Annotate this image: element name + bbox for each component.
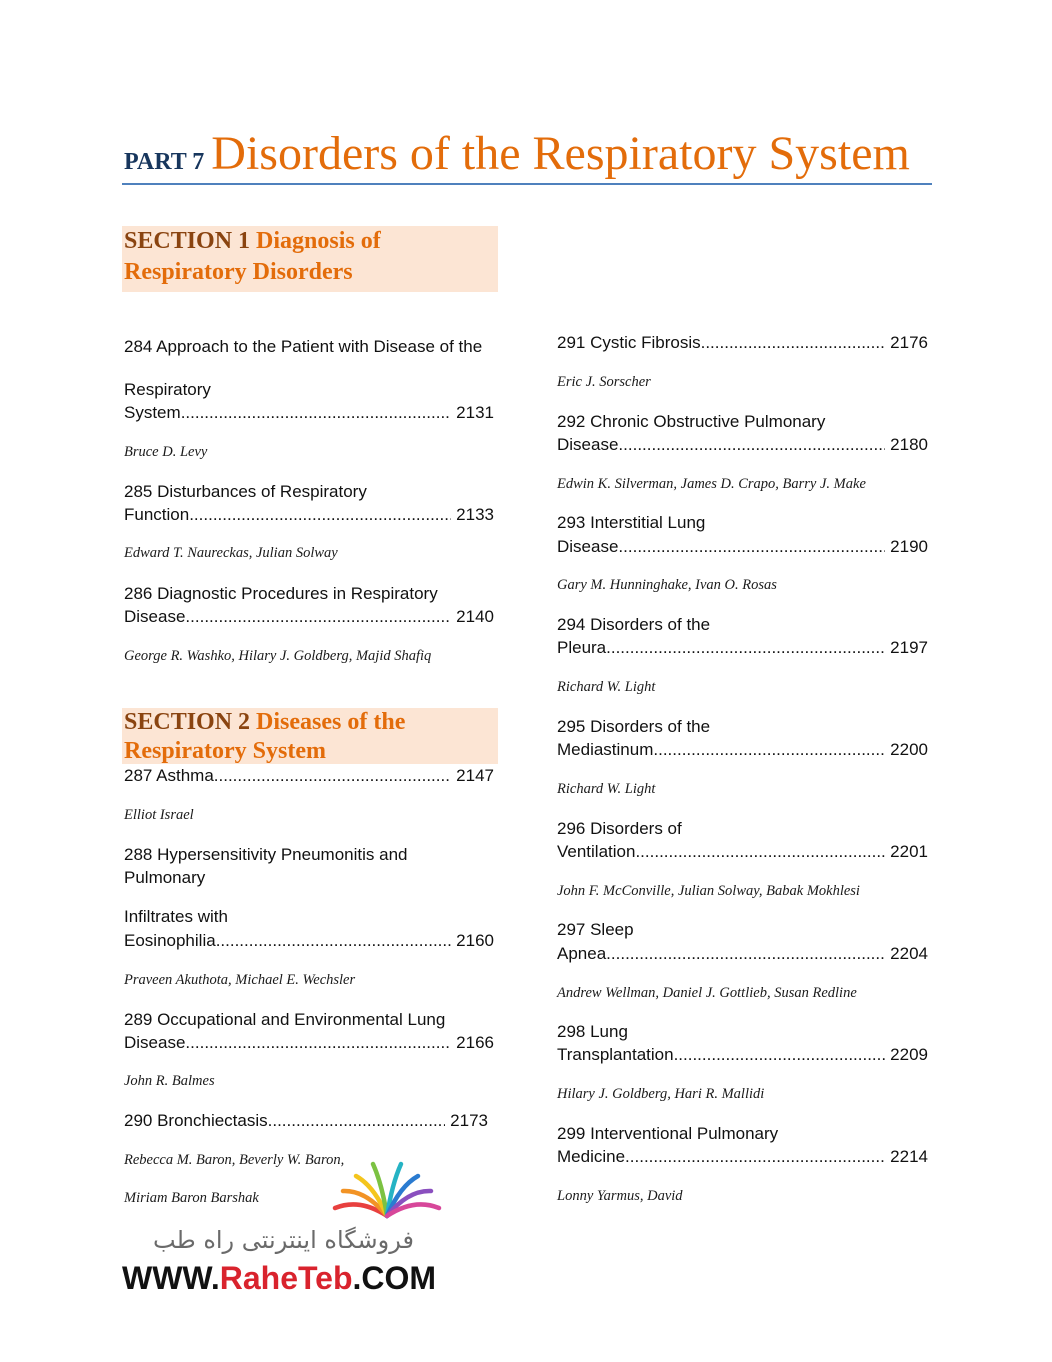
page-number: 2190 <box>890 537 928 556</box>
chapter-leader-row <box>557 942 928 966</box>
watermark-persian-text: فروشگاه اینترنتی راه طب <box>153 1226 414 1254</box>
chapter-leader-row <box>124 1031 494 1055</box>
chapter-authors: Eric J. Sorscher <box>557 374 651 390</box>
dot-leader <box>216 929 451 953</box>
chapter-title-line: Mediastinum <box>557 740 654 759</box>
page-number: 2209 <box>890 1045 928 1064</box>
section-label: SECTION 2 <box>124 709 251 735</box>
chapter-leader-row <box>124 401 494 425</box>
chapter-leader-row <box>557 1043 928 1067</box>
chapter-authors: Elliot Israel <box>124 807 194 823</box>
dot-leader <box>268 1109 446 1133</box>
chapter-title-line: 299 Interventional Pulmonary <box>557 1124 779 1143</box>
chapter-leader-row <box>124 929 494 953</box>
chapter-title-line: Function <box>124 505 190 524</box>
chapter-title-line: Apnea <box>557 944 607 963</box>
section-title: Diagnosis of Respiratory Disorders <box>124 228 381 285</box>
chapter-leader-row <box>557 636 928 660</box>
dot-leader <box>653 738 885 762</box>
chapter-leader-row <box>557 535 928 559</box>
chapter-title-line: Eosinophilia <box>124 931 216 950</box>
chapter-title-line: 291 Cystic Fibrosis <box>557 333 701 352</box>
page-number: 2160 <box>456 931 494 950</box>
chapter-leader-row <box>124 1109 488 1133</box>
page-number: 2133 <box>456 505 494 524</box>
chapter-authors: Andrew Wellman, Daniel J. Gottlieb, Susan Redline <box>557 985 857 1001</box>
chapter-leader-row <box>557 433 928 457</box>
chapter-title-line: 284 Approach to the Patient with Disease of the <box>124 337 483 356</box>
dot-leader <box>701 331 886 355</box>
dot-leader <box>618 433 885 457</box>
dot-leader <box>618 535 885 559</box>
chapter-authors: Edward T. Naureckas, Julian Solway <box>124 545 338 561</box>
chapter-leader-row <box>124 764 494 788</box>
chapter-title-line: System <box>124 403 181 422</box>
page-number: 2180 <box>890 435 928 454</box>
page-number: 2176 <box>890 333 928 352</box>
chapter-leader-row <box>557 840 928 864</box>
chapter-title-line: 289 Occupational and Environmental Lung <box>124 1010 446 1029</box>
chapter-authors: Edwin K. Silverman, James D. Crapo, Barry J. Make <box>557 476 866 492</box>
chapter-title-line: 297 Sleep <box>557 920 634 939</box>
chapter-title-line: Disease <box>124 607 186 626</box>
page-number: 2166 <box>456 1033 494 1052</box>
chapter-authors: John R. Balmes <box>124 1073 215 1089</box>
chapter-title-line: Medicine <box>557 1147 626 1166</box>
page-number: 2131 <box>456 403 494 422</box>
dot-leader <box>635 840 885 864</box>
chapter-authors: Hilary J. Goldberg, Hari R. Mallidi <box>557 1086 765 1102</box>
chapter-authors: Gary M. Hunninghake, Ivan O. Rosas <box>557 577 777 593</box>
dot-leader <box>181 401 451 425</box>
page-number: 2140 <box>456 607 494 626</box>
chapter-authors: Bruce D. Levy <box>124 444 208 460</box>
dot-leader <box>674 1043 886 1067</box>
chapter-leader-row <box>557 738 928 762</box>
chapter-title-line: 292 Chronic Obstructive Pulmonary <box>557 412 826 431</box>
chapter-title-line: Disease <box>124 1033 186 1052</box>
chapter-title-line: 288 Hypersensitivity Pneumonitis and <box>124 845 408 864</box>
section-title: Diseases of the Respiratory System <box>124 709 406 764</box>
chapter-title-line: Disease <box>557 537 619 556</box>
chapter-title-line: 294 Disorders of the <box>557 615 711 634</box>
chapter-leader-row <box>557 331 928 355</box>
chapter-leader-row <box>124 503 494 527</box>
chapter-authors: Lonny Yarmus, David <box>557 1188 683 1204</box>
chapter-leader-row <box>557 1145 928 1169</box>
page-number: 2214 <box>890 1147 928 1166</box>
open-book-rainbow-logo-icon <box>330 1158 445 1222</box>
chapter-authors: Rebecca M. Baron, Beverly W. Baron, <box>124 1152 345 1168</box>
dot-leader <box>606 636 885 660</box>
chapter-title-line: Respiratory <box>124 380 211 399</box>
part-title: Disorders of the Respiratory System <box>211 127 910 180</box>
chapter-title-line: Ventilation <box>557 842 636 861</box>
dot-leader <box>185 605 451 629</box>
watermark-url-suffix: .COM <box>352 1260 437 1296</box>
dot-leader <box>185 1031 451 1055</box>
dot-leader <box>606 942 885 966</box>
watermark-url-name: RaheTeb <box>219 1260 353 1296</box>
chapter-authors: Richard W. Light <box>557 781 656 797</box>
chapter-title-line: Pulmonary <box>124 868 206 887</box>
chapter-title-line: 296 Disorders of <box>557 819 682 838</box>
page-number: 2204 <box>890 944 928 963</box>
chapter-authors: Miriam Baron Barshak <box>124 1190 259 1206</box>
chapter-leader-row <box>124 605 494 629</box>
chapter-title-line: Transplantation <box>557 1045 674 1064</box>
chapter-authors: George R. Washko, Hilary J. Goldberg, Majid Shafiq <box>124 648 432 664</box>
chapter-title-line: Pleura <box>557 638 607 657</box>
watermark-url <box>122 1260 436 1296</box>
chapter-title-line: 287 Asthma <box>124 766 214 785</box>
watermark-url-prefix: WWW. <box>122 1260 220 1296</box>
section-label: SECTION 1 <box>124 228 251 254</box>
chapter-title-line: Disease <box>557 435 619 454</box>
page-number: 2173 <box>450 1111 488 1130</box>
page-number: 2200 <box>890 740 928 759</box>
dot-leader <box>625 1145 885 1169</box>
chapter-authors: John F. McConville, Julian Solway, Babak Mokhlesi <box>557 883 860 899</box>
chapter-title-line: Infiltrates with <box>124 907 228 926</box>
dot-leader <box>214 764 451 788</box>
chapter-title-line: 298 Lung <box>557 1022 628 1041</box>
dot-leader <box>189 503 451 527</box>
chapter-title-line: 295 Disorders of the <box>557 717 711 736</box>
chapter-title-line: 285 Disturbances of Respiratory <box>124 482 367 501</box>
chapter-title-line: 293 Interstitial Lung <box>557 513 706 532</box>
toc-column-right <box>557 0 928 1362</box>
page-number: 2147 <box>456 766 494 785</box>
page-number: 2197 <box>890 638 928 657</box>
chapter-title-line: 286 Diagnostic Procedures in Respiratory <box>124 584 438 603</box>
part-label: PART 7 <box>124 149 205 175</box>
chapter-authors: Richard W. Light <box>557 679 656 695</box>
chapter-title-line: 290 Bronchiectasis <box>124 1111 268 1130</box>
page-number: 2201 <box>890 842 928 861</box>
chapter-authors: Praveen Akuthota, Michael E. Wechsler <box>124 972 356 988</box>
